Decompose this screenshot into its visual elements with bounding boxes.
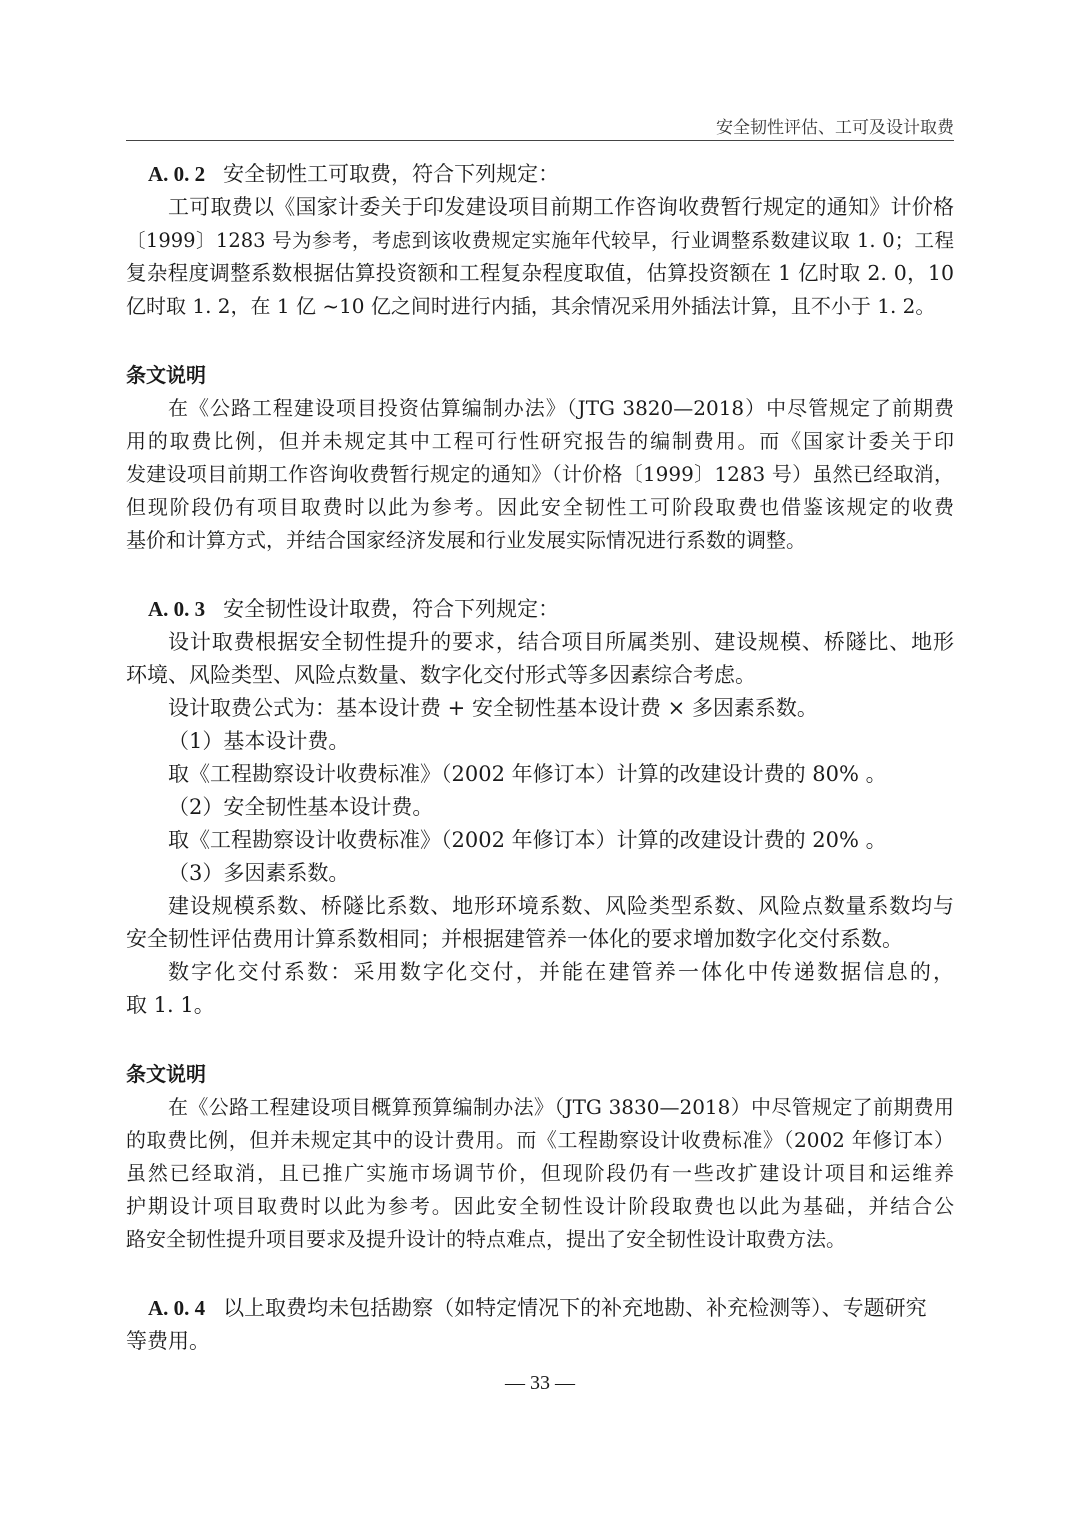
commentary-line: 但现阶段仍有项目取费时以此为参考。因此安全韧性工可阶段取费也借鉴该规定的收费 xyxy=(126,495,954,519)
commentary-title: 条文说明 xyxy=(126,363,206,387)
paragraph-line: 亿时取 1. 2，在 1 亿 ~10 亿之间时进行内插，其余情况采用外插法计算，且不小于 1. 2。 xyxy=(126,294,936,318)
paragraph-line: 环境、风险类型、风险点数量、数字化交付形式等多因素综合考虑。 xyxy=(126,663,756,687)
commentary-line: 的取费比例，但并未规定其中的设计费用。而《工程勘察设计收费标准》（2002 年修订本） xyxy=(126,1128,954,1152)
page-number: — 33 — xyxy=(505,1372,575,1394)
clause-title: 安全韧性设计取费，符合下列规定： xyxy=(223,597,560,621)
commentary-line: 在《公路工程建设项目概算预算编制办法》（JTG 3830—2018）中尽管规定了前期费用 xyxy=(168,1095,954,1119)
commentary-line: 在《公路工程建设项目投资估算编制办法》（JTG 3820—2018）中尽管规定了前期费 xyxy=(168,396,954,420)
header-rule xyxy=(126,140,954,141)
clause-text: 以上取费均未包括勘察（如特定情况下的补充地勘、补充检测等）、专题研究 xyxy=(223,1296,927,1320)
page-content xyxy=(126,158,954,1358)
paragraph-line: 设计取费公式为：基本设计费 + 安全韧性基本设计费 × 多因素系数。 xyxy=(168,696,818,720)
paragraph-line: 取《工程勘察设计收费标准》（2002 年修订本）计算的改建设计费的 80% 。 xyxy=(168,762,887,786)
clause-number: A. 0. 4 xyxy=(148,1296,206,1320)
clause-number: A. 0. 3 xyxy=(148,597,206,621)
commentary-line: 发建设项目前期工作咨询收费暂行规定的通知》（计价格〔1999〕1283 号）虽然已经取消， xyxy=(126,462,954,486)
commentary-line: 虽然已经取消，且已推广实施市场调节价，但现阶段仍有一些改扩建设计项目和运维养 xyxy=(126,1161,954,1185)
paragraph-line: 等费用。 xyxy=(126,1329,210,1353)
paragraph-line: （1）基本设计费。 xyxy=(168,729,350,753)
clause-a02-heading xyxy=(126,158,954,191)
running-header: 安全韧性评估、工可及设计取费 xyxy=(716,118,954,138)
paragraph-line: 数字化交付系数：采用数字化交付，并能在建管养一体化中传递数据信息的， xyxy=(168,960,954,984)
paragraph-line: 安全韧性评估费用计算系数相同；并根据建管养一体化的要求增加数字化交付系数。 xyxy=(126,927,903,951)
commentary-line: 用的取费比例，但并未规定其中工程可行性研究报告的编制费用。而《国家计委关于印 xyxy=(126,429,954,453)
paragraph-line: 建设规模系数、桥隧比系数、地形环境系数、风险类型系数、风险点数量系数均与 xyxy=(168,894,954,918)
paragraph-line: 取 1. 1。 xyxy=(126,993,215,1017)
commentary-line: 路安全韧性提升项目要求及提升设计的特点难点，提出了安全韧性设计取费方法。 xyxy=(126,1227,846,1251)
commentary-title: 条文说明 xyxy=(126,1062,206,1086)
commentary-line: 护期设计项目取费时以此为参考。因此安全韧性设计阶段取费也以此为基础，并结合公 xyxy=(126,1194,954,1218)
paragraph-line: （3）多因素系数。 xyxy=(168,861,350,885)
paragraph-line: （2）安全韧性基本设计费。 xyxy=(168,795,434,819)
paragraph-line: 取《工程勘察设计收费标准》（2002 年修订本）计算的改建设计费的 20% 。 xyxy=(168,828,887,852)
clause-title: 安全韧性工可取费，符合下列规定： xyxy=(223,162,560,186)
clause-a03-heading xyxy=(126,593,954,626)
clause-a04-heading xyxy=(126,1292,954,1325)
paragraph-line: 〔1999〕1283 号为参考，考虑到该收费规定实施年代较早，行业调整系数建议取 1. 0；工程 xyxy=(126,229,954,252)
commentary-line: 基价和计算方式，并结合国家经济发展和行业发展实际情况进行系数的调整。 xyxy=(126,528,806,552)
paragraph-line: 工可取费以《国家计委关于印发建设项目前期工作咨询收费暂行规定的通知》计价格 xyxy=(168,195,954,219)
paragraph-line: 复杂程度调整系数根据估算投资额和工程复杂程度取值，估算投资额在 1 亿时取 2. 0，10 xyxy=(126,261,954,285)
paragraph-line: 设计取费根据安全韧性提升的要求，结合项目所属类别、建设规模、桥隧比、地形 xyxy=(168,630,954,654)
clause-number: A. 0. 2 xyxy=(148,162,206,186)
